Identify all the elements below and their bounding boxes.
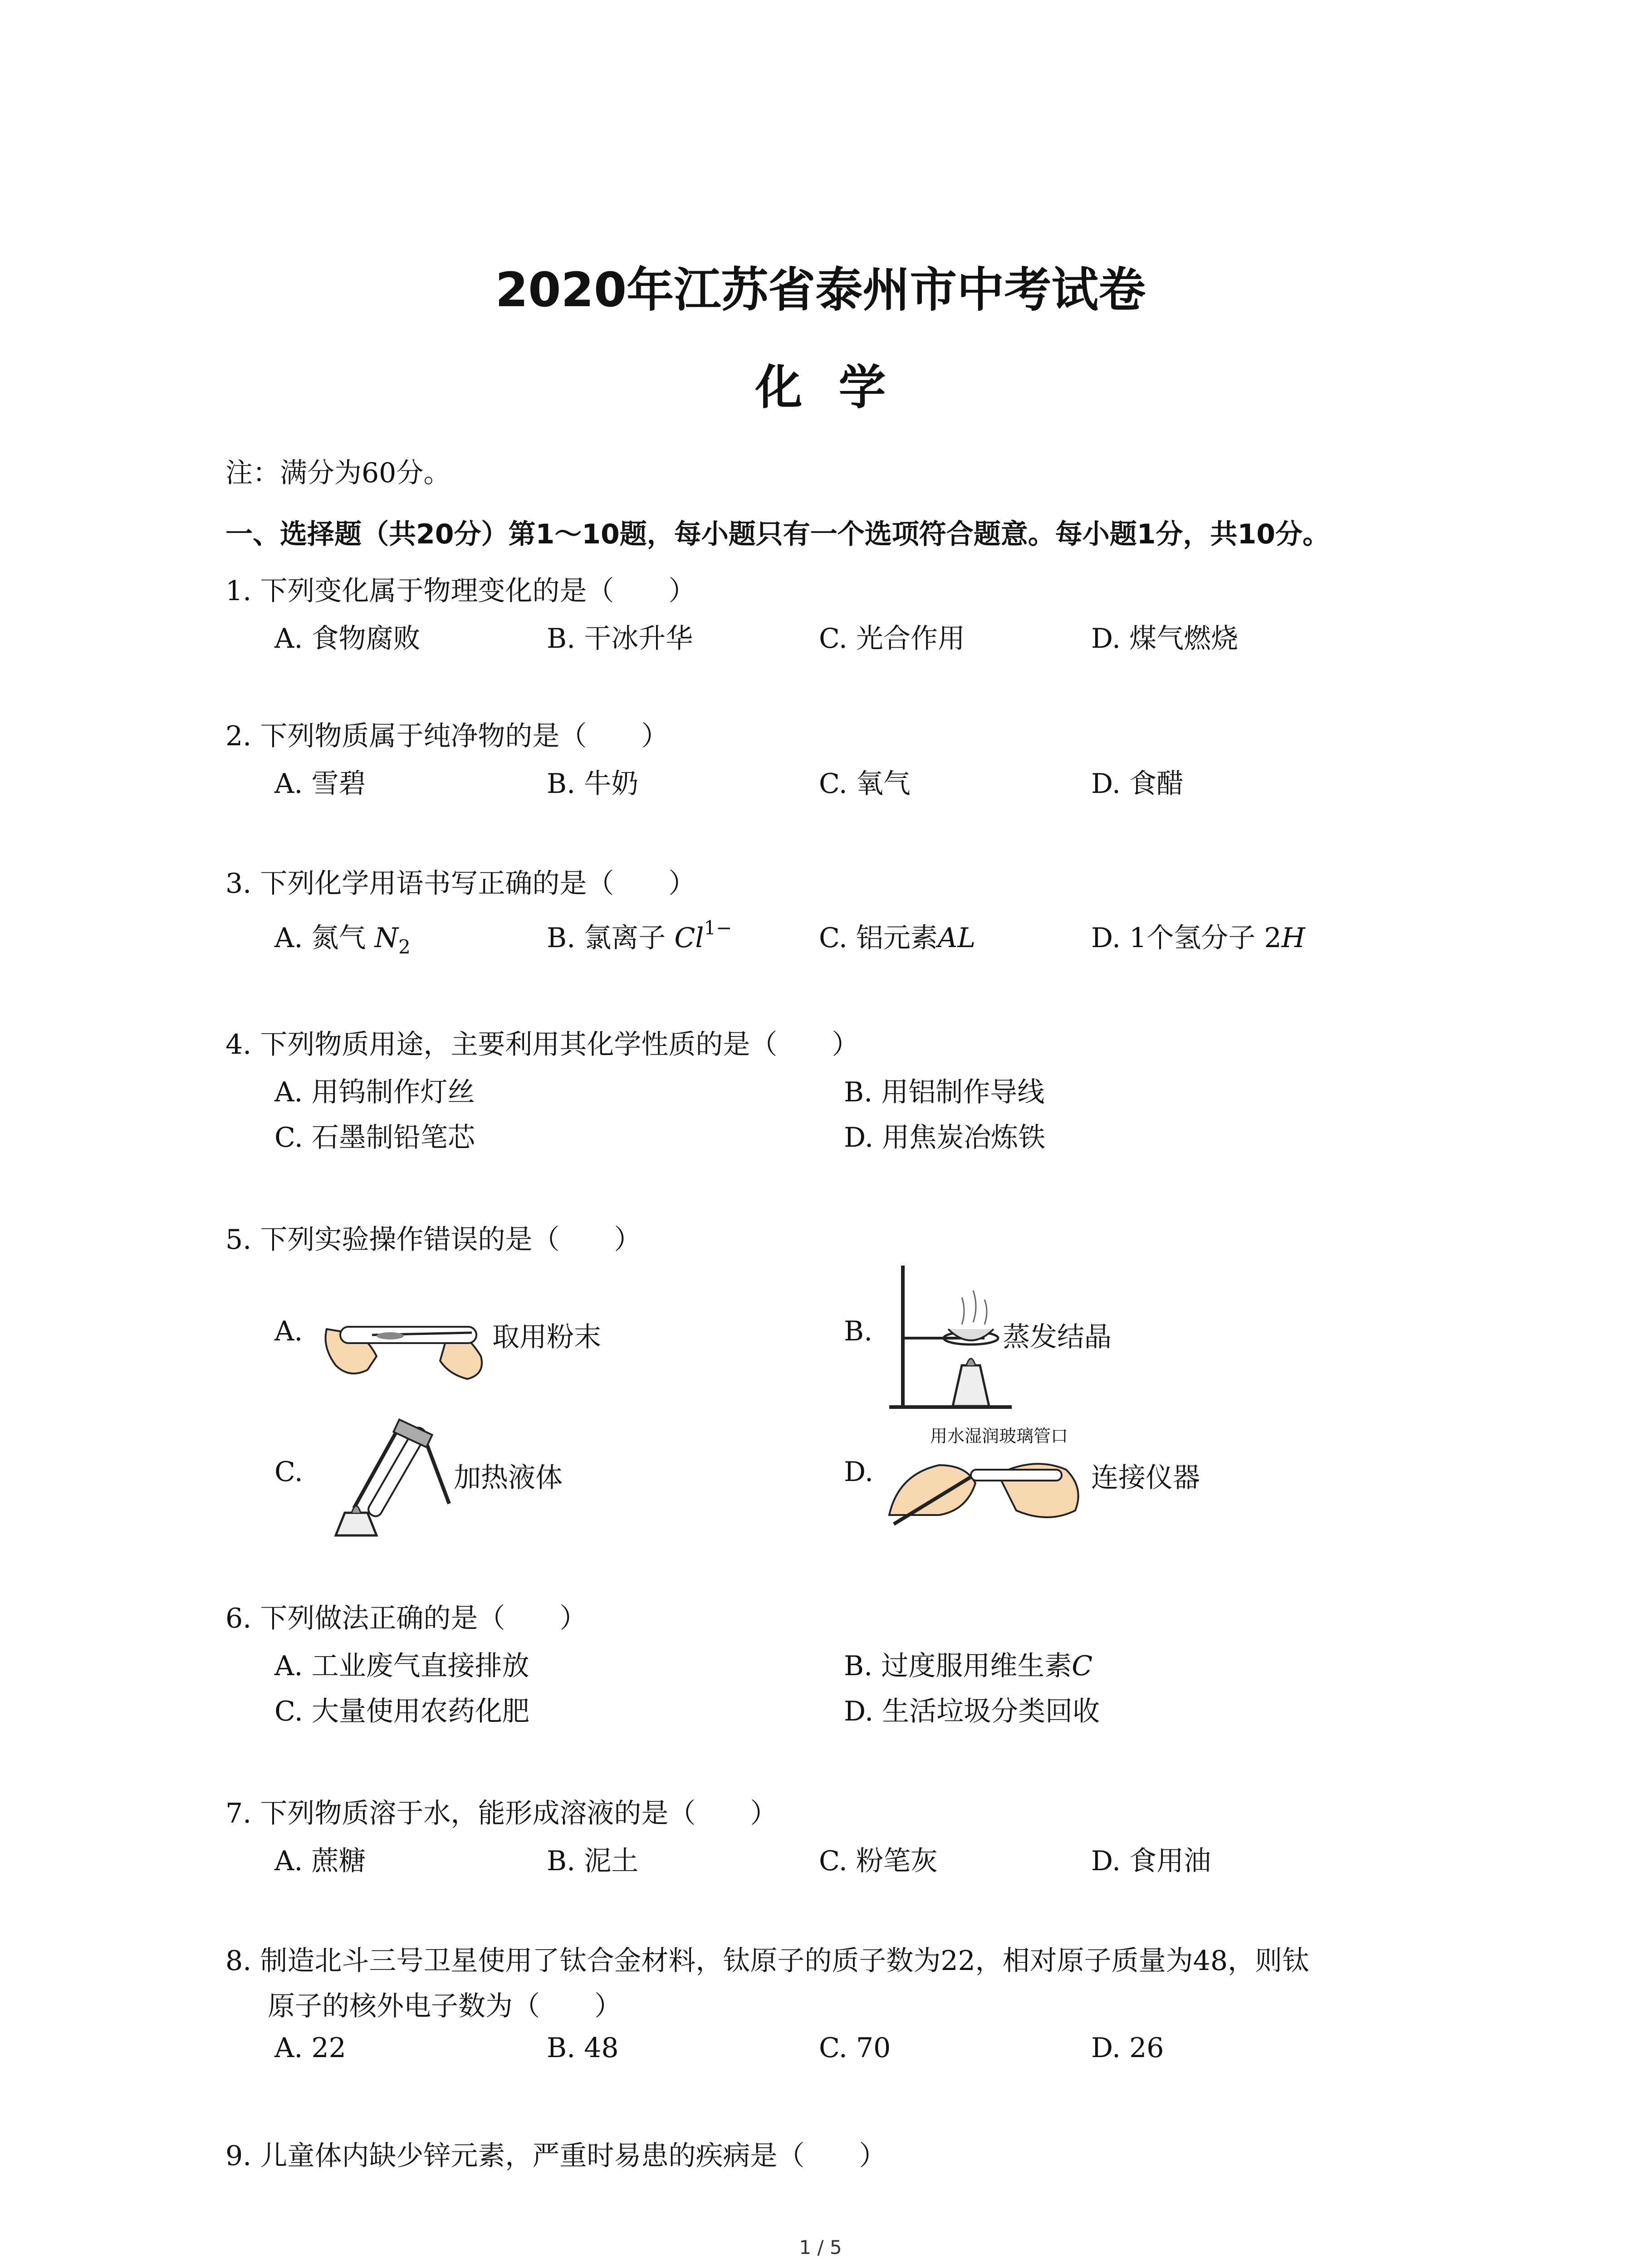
powder-spatula-illustration	[318, 1288, 499, 1383]
q2-option-c: C. 氧气	[819, 768, 911, 800]
page-number: 1 / 5	[799, 2236, 842, 2258]
q8-option-b: B. 48	[547, 2032, 619, 2064]
score-note: 注：满分为60分。	[225, 457, 451, 489]
q7-option-a: A. 蔗糖	[274, 1845, 366, 1877]
q5-option-c-caption: 加热液体	[454, 1462, 563, 1494]
q7-option-d: D. 食用油	[1091, 1845, 1211, 1877]
q5-option-a-caption: 取用粉末	[492, 1321, 601, 1353]
question-8-stem-continued: 原子的核外电子数为（ ）	[268, 1990, 622, 2022]
q5-option-b-letter: B.	[844, 1315, 873, 1347]
q5-option-d-letter: D.	[844, 1456, 874, 1488]
q2-option-b: B. 牛奶	[547, 768, 639, 800]
q4-option-c: C. 石墨制铅笔芯	[274, 1122, 475, 1154]
evaporation-stand-illustration	[885, 1261, 1021, 1415]
q5-option-c-letter: C.	[274, 1456, 303, 1488]
question-2-stem: 2. 下列物质属于纯净物的是（ ）	[225, 720, 669, 752]
heating-liquid-illustration	[318, 1418, 454, 1540]
q1-option-c: C. 光合作用	[819, 623, 965, 655]
q1-option-b: B. 干冰升华	[547, 623, 693, 655]
question-3-stem: 3. 下列化学用语书写正确的是（ ）	[225, 868, 696, 899]
q5-option-d-figure-label: 用水湿润玻璃管口	[930, 1426, 1068, 1446]
q2-option-a: A. 雪碧	[274, 768, 366, 800]
connect-apparatus-illustration	[885, 1447, 1084, 1529]
q7-option-b: B. 泥土	[547, 1845, 639, 1877]
q1-option-d: D. 煤气燃烧	[1091, 623, 1239, 655]
question-8-stem: 8. 制造北斗三号卫星使用了钛合金材料，钛原子的质子数为22，相对原子质量为48，则钛	[225, 1945, 1310, 1977]
q8-option-d: D. 26	[1091, 2032, 1164, 2064]
question-7-stem: 7. 下列物质溶于水，能形成溶液的是（ ）	[225, 1798, 778, 1829]
q6-option-b: B. 过度服用维生素C	[844, 1650, 1093, 1682]
q6-option-a: A. 工业废气直接排放	[274, 1650, 529, 1682]
q8-option-a: A. 22	[274, 2032, 346, 2064]
q3-option-d: D. 1个氢分子 2H	[1091, 922, 1305, 954]
q4-option-d: D. 用焦炭冶炼铁	[844, 1122, 1046, 1154]
exam-title: 2020年江苏省泰州市中考试卷	[495, 262, 1146, 318]
q3-option-b: B. 氯离子 $Cl^{1-}$	[547, 917, 732, 954]
q4-option-a: A. 用钨制作灯丝	[274, 1076, 475, 1108]
q5-option-b-caption: 蒸发结晶	[1003, 1321, 1112, 1353]
q8-option-c: C. 70	[819, 2032, 891, 2064]
question-4-stem: 4. 下列物质用途，主要利用其化学性质的是（ ）	[225, 1029, 859, 1061]
section-heading: 一、选择题（共20分）第1～10题，每小题只有一个选项符合题意。每小题1分，共10分。	[225, 518, 1330, 550]
q5-option-a-letter: A.	[274, 1315, 303, 1347]
q6-option-d: D. 生活垃圾分类回收	[844, 1696, 1100, 1727]
q6-option-c: C. 大量使用农药化肥	[274, 1696, 529, 1727]
q5-option-d-caption: 连接仪器	[1091, 1462, 1200, 1494]
question-6-stem: 6. 下列做法正确的是（ ）	[225, 1603, 587, 1634]
q2-option-d: D. 食醋	[1091, 768, 1184, 800]
question-5-stem: 5. 下列实验操作错误的是（ ）	[225, 1224, 642, 1256]
q1-option-a: A. 食物腐败	[274, 623, 421, 655]
q7-option-c: C. 粉笔灰	[819, 1845, 938, 1877]
question-1-stem: 1. 下列变化属于物理变化的是（ ）	[225, 575, 696, 607]
subject-title: 化学	[755, 360, 922, 415]
q3-option-c: C. 铝元素AL	[819, 922, 976, 954]
question-9-stem: 9. 儿童体内缺少锌元素，严重时易患的疾病是（ ）	[225, 2140, 887, 2172]
q3-option-a: A. 氮气 $N_2$	[274, 922, 411, 958]
q4-option-b: B. 用铝制作导线	[844, 1076, 1045, 1108]
